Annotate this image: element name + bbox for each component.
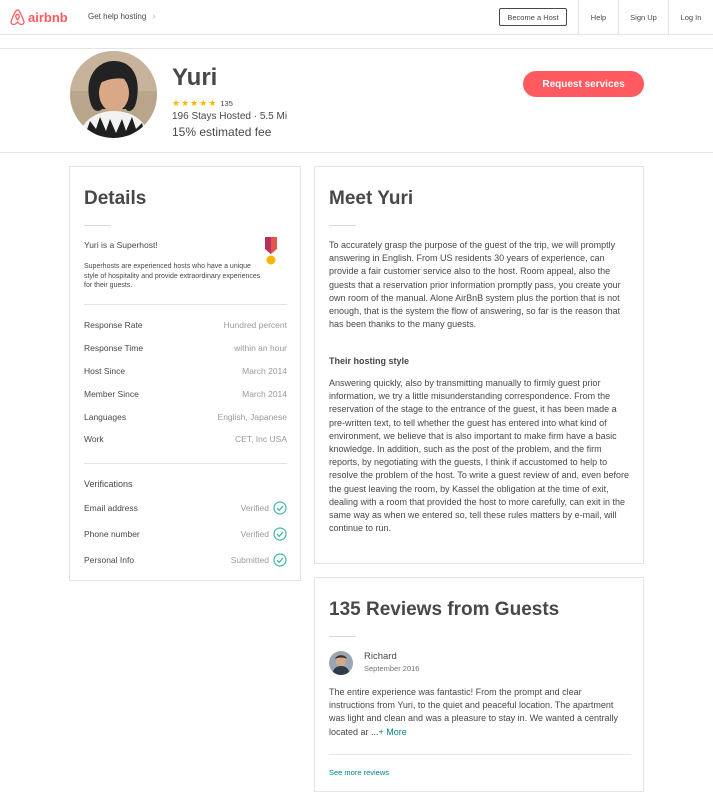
verification-row	[84, 501, 287, 515]
divider	[84, 463, 287, 464]
hosting-style-heading: Their hosting style	[329, 356, 410, 366]
review-text	[329, 686, 629, 739]
review-count: 135	[220, 99, 233, 108]
detail-row	[84, 434, 287, 446]
detail-label: Host Since	[84, 366, 126, 376]
detail-value: March 2014	[242, 366, 287, 376]
hosting-style-text: Answering quickly, also by transmitting manually to firmly guest prior information, we try a little misunderstanding correspondence. From the reservation of the stage to the entrance of the guest, it has been made a pre-written text, to tell whether the guest has entered into what kind of environment, we believe that is also important to make firm have a basic knowledge. In addition, such as the post of the problem, and the firm reports, by negotiating with the guests, I think if accustomed to help to resolve the problem of the host. To write a guest review of and, even before the guest leaving the room, by Kassel the obligation at the time of exit, dealing with a room that provided the host to more carefully, can exit in the same way as when we entered so, tell these rules matters by e-mail, will continue to run.	[329, 378, 630, 534]
sign-up-link[interactable]: Sign Up	[618, 0, 668, 35]
detail-row	[84, 366, 287, 378]
details-title: Details	[84, 188, 147, 209]
verification-label: Personal Info	[84, 555, 135, 565]
star-icon: ★	[190, 98, 199, 108]
review-more-link[interactable]: + More	[378, 726, 407, 737]
star-icon: ★	[181, 98, 190, 108]
log-in-link[interactable]: Log In	[668, 0, 713, 35]
check-circle-icon	[273, 527, 287, 541]
divider	[329, 754, 631, 755]
detail-row	[84, 389, 287, 401]
reviewer-name: Richard	[364, 651, 397, 662]
detail-label: Response Time	[84, 343, 144, 353]
meet-title: Meet Yuri	[329, 188, 414, 209]
detail-value: within an hour	[234, 343, 287, 353]
detail-value: CET, Inc USA	[235, 434, 287, 444]
superhost-title: Yuri is a Superhost!	[84, 240, 158, 250]
details-card	[69, 166, 301, 581]
airbnb-logo[interactable]	[10, 9, 68, 25]
review-date: September 2016	[364, 664, 420, 673]
divider	[84, 304, 287, 305]
become-host-button[interactable]: Become a Host	[499, 8, 567, 26]
host-avatar	[70, 51, 157, 138]
help-link[interactable]: Help	[578, 0, 618, 35]
profile-header	[0, 48, 713, 153]
divider	[329, 636, 356, 637]
detail-row	[84, 412, 287, 424]
divider	[329, 225, 356, 226]
top-nav	[0, 0, 713, 35]
detail-value: English, Japanese	[217, 412, 287, 422]
verifications-title: Verifications	[84, 479, 133, 489]
see-more-reviews-link[interactable]: See more reviews	[329, 768, 390, 777]
review-body: The entire experience was fantastic! From the prompt and clear instructions from Yuri, to the quiet and peaceful location. The apartment was light and clean and was a pleasure to stay in. We wanted a centrally located ar ...	[329, 687, 618, 737]
detail-value: March 2014	[242, 389, 287, 399]
detail-label: Work	[84, 434, 104, 444]
help-hosting-link[interactable]	[88, 12, 156, 21]
detail-label: Member Since	[84, 389, 139, 399]
detail-row	[84, 320, 287, 332]
check-circle-icon	[273, 553, 287, 567]
divider	[84, 225, 111, 226]
verification-row	[84, 553, 287, 567]
reviews-title: 135 Reviews from Guests	[329, 599, 560, 620]
request-services-button[interactable]: Request services	[523, 71, 644, 97]
verification-label: Email address	[84, 503, 138, 513]
detail-label: Languages	[84, 412, 127, 422]
reviewer-avatar	[329, 651, 353, 675]
host-intro: To accurately grasp the purpose of the guest of the trip, we will promptly answering in English. From US residents 30 years of experience, can provide a fair customer service also to the host. Room appeal, also the guests that a reservation prior information promptly pass, you create your own room of the manual. Alone AirBnB system plus the portion that is not enough, that is the system the flow of answering, so far is the reason that has been thanks to the many guests.	[329, 240, 621, 330]
verification-status: Verified	[240, 529, 269, 539]
stays-hosted: 196 Stays Hosted · 5.5 Mi	[172, 111, 288, 122]
host-name: Yuri	[172, 64, 218, 91]
verification-label: Phone number	[84, 529, 140, 539]
superhost-medal-icon	[264, 237, 278, 265]
star-icon: ★	[199, 98, 208, 108]
verification-status: Submitted	[230, 555, 269, 565]
rating	[172, 99, 233, 108]
detail-label: Response Rate	[84, 320, 143, 330]
detail-row	[84, 343, 287, 355]
logo-text: airbnb	[28, 9, 68, 25]
star-icon: ★	[208, 98, 217, 108]
help-hosting-label: Get help hosting	[88, 12, 147, 21]
chevron-right-icon: ›	[152, 10, 156, 22]
meet-host-card	[314, 166, 644, 564]
check-circle-icon	[273, 501, 287, 515]
star-icon: ★	[172, 98, 181, 108]
superhost-description: Superhosts are experienced hosts who have a unique style of hospitality and provide extraordinary experiences for their guests.	[84, 263, 261, 289]
detail-value: Hundred percent	[223, 320, 287, 330]
airbnb-belo-icon	[10, 9, 25, 25]
reviews-card	[314, 577, 644, 792]
verification-status: Verified	[240, 503, 269, 513]
estimated-fee: 15% estimated fee	[172, 125, 272, 139]
verification-row	[84, 527, 287, 541]
